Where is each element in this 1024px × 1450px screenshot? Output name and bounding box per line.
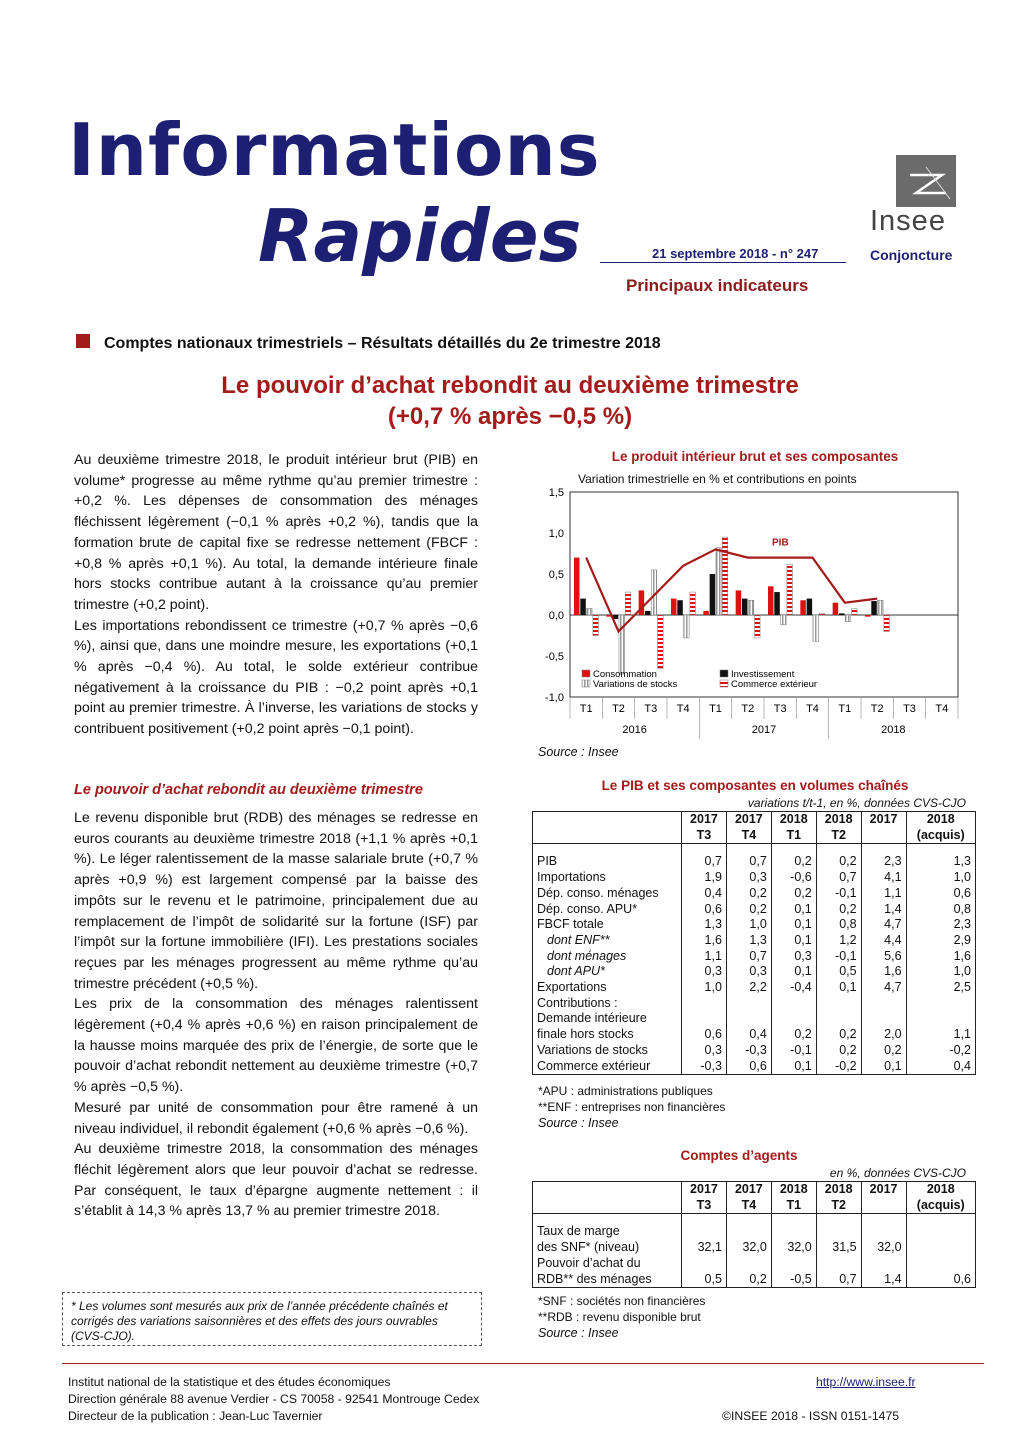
- x-tick-label: T1: [838, 703, 852, 715]
- insee-link[interactable]: http://www.insee.fr: [816, 1375, 916, 1389]
- row-label: FBCF totale: [537, 917, 604, 932]
- year-label: 2016: [622, 724, 647, 736]
- table1-note1: *APU : administrations publiques: [538, 1084, 713, 1098]
- table-row: [533, 933, 976, 949]
- table-cell: 0,1: [771, 917, 816, 933]
- chart-title: Le produit intérieur brut et ses composantes: [611, 449, 899, 464]
- table-cell: 0,8: [906, 902, 975, 918]
- paragraph: Les importations rebondissent ce trimestre (+0,7 % après −0,6 %), ainsi que, dans une moindre mesure, les exportations (+0,1 % après −0,4 %). Au total, le solde extérieur contribue négativement à la croissance du PIB : −0,2 point après +0,1 point au premier trimestre. À l’inverse, les variations de stocks y contribuent positivement (+0,2 point après −0,1 point).: [74, 617, 478, 738]
- table-cell: -0,2: [906, 1043, 975, 1059]
- bar-variations-de-stocks: [587, 608, 593, 615]
- table-row: [533, 917, 976, 933]
- table-row: [533, 1240, 976, 1256]
- table-cell: 0,1: [771, 933, 816, 949]
- table-cell: -0,3: [682, 1059, 727, 1075]
- table-cell: 0,2: [726, 886, 771, 902]
- table-cell: 0,3: [726, 964, 771, 980]
- table-row: [533, 1214, 976, 1240]
- row-label: RDB** des ménages: [537, 1271, 652, 1286]
- y-tick-label: -0,5: [545, 651, 564, 663]
- bar-investissement: [774, 592, 780, 615]
- row-label: dont APU*: [547, 964, 605, 979]
- table2-note1: *SNF : sociétés non financières: [538, 1294, 706, 1308]
- table-cell: 1,0: [726, 917, 771, 933]
- row-label: Demande intérieure: [537, 1011, 647, 1026]
- bar-variations-de-stocks: [781, 615, 787, 625]
- table1-note: variations t/t-1, en %, données CVS-CJO: [747, 796, 966, 810]
- brand-title-line2: Rapides: [258, 194, 582, 278]
- bar-consommation: [671, 599, 677, 615]
- table-cell: 1,6: [906, 949, 975, 965]
- y-tick-label: -1,0: [545, 692, 564, 704]
- table-cell: 0,6: [682, 1027, 727, 1043]
- paragraph: Au deuxième trimestre 2018, la consommation des ménages fléchit légèrement alors que leur pouvoir d’achat se redresse. Par conséquent, le taux d’épargne augmente nettement : il s’établit à 14,3 % après 13,7 % au premier trimestre 2018.: [74, 1141, 478, 1220]
- bar-commerce-ext-rieur: [819, 613, 825, 615]
- table-cell: 0,7: [726, 844, 771, 870]
- legend-label: Commerce extérieur: [731, 679, 818, 690]
- table-cell: -0,1: [816, 949, 861, 965]
- table-cell: 0,4: [906, 1059, 975, 1075]
- row-label: Importations: [537, 870, 606, 885]
- table-cell: 0,7: [816, 870, 861, 886]
- bar-investissement: [645, 611, 651, 615]
- table-cell: 1,1: [682, 949, 727, 965]
- paragraph: Le revenu disponible brut (RDB) des ménages se redresse en euros courants au deuxième trimestre 2018 (+1,1 % après +0,1 %). Le léger ralentissement de la masse salariale brute (+0,7 % après +0,9 %) est largement compensé par la baisse des impôts sur le revenu et le patrimoine, principalement due au remplacement de l’impôt de solidarité sur la fortune (ISF) par l’impôt sur la fortune immobilière (IFI). Les prestations sociales reçues par les ménages progressent au même rythme qu’au trimestre précédent (+0,5 %).: [74, 810, 478, 992]
- table-cell: [682, 996, 727, 1012]
- table-row: [533, 902, 976, 918]
- table-cell: 1,2: [816, 933, 861, 949]
- table-cell: 1,0: [906, 964, 975, 980]
- table-row: [533, 1272, 976, 1288]
- table-cell: 1,3: [682, 917, 727, 933]
- legend-label: Investissement: [731, 669, 795, 680]
- bar-investissement: [710, 574, 716, 615]
- table-cell: -0,1: [771, 1043, 816, 1059]
- x-tick-label: T3: [773, 703, 787, 715]
- y-tick-label: 1,0: [548, 528, 564, 540]
- brand-title-line1: Informations: [68, 108, 601, 192]
- table-cell: 1,3: [726, 933, 771, 949]
- x-tick-label: T1: [709, 703, 722, 715]
- table2-title: Comptes d’agents: [680, 1148, 798, 1163]
- table-cell: [906, 1214, 975, 1240]
- table-cell: 4,4: [861, 933, 906, 949]
- bar-variations-de-stocks: [748, 600, 754, 615]
- table-cell: 0,1: [861, 1059, 906, 1075]
- table-cell: 0,6: [906, 1272, 975, 1288]
- legend-swatch: [720, 680, 728, 687]
- footer-line: Directeur de la publication : Jean-Luc Tavernier: [68, 1409, 323, 1423]
- table-cell: 1,1: [861, 886, 906, 902]
- table-cell: -0,3: [726, 1043, 771, 1059]
- header-cell: 2017: [861, 1182, 906, 1214]
- x-tick-label: T1: [579, 703, 593, 715]
- y-tick-label: 0,5: [548, 569, 564, 581]
- body-block-1: [74, 450, 478, 740]
- row-label: dont ménages: [547, 948, 627, 963]
- table-cell: 2,5: [906, 980, 975, 996]
- table-cell: [771, 1011, 816, 1027]
- table-cell: 1,6: [682, 933, 727, 949]
- table-row: [533, 1027, 976, 1043]
- header-cell: 2017 T4: [726, 1182, 771, 1214]
- table-cell: 0,6: [906, 886, 975, 902]
- table2-note: en %, données CVS-CJO: [829, 1166, 966, 1180]
- bar-consommation: [865, 615, 871, 617]
- row-label: Exportations: [537, 980, 607, 995]
- row-label: Dép. conso. ménages: [537, 885, 659, 900]
- table1-note2: **ENF : entreprises non financières: [538, 1100, 726, 1114]
- header-cell: 2017 T4: [726, 812, 771, 844]
- bar-variations-de-stocks: [716, 548, 722, 615]
- table-cell: 0,3: [771, 949, 816, 965]
- table-cell: -0,1: [816, 886, 861, 902]
- y-tick-label: 1,5: [548, 487, 564, 499]
- table-cell: 0,1: [771, 964, 816, 980]
- header-cell: 2018 T2: [816, 1182, 861, 1214]
- legend-swatch: [720, 670, 728, 677]
- table-row: [533, 980, 976, 996]
- bar-consommation: [768, 586, 774, 615]
- headline-line1: Le pouvoir d’achat rebondit au deuxième trimestre: [221, 372, 799, 399]
- table-cell: 4,1: [861, 870, 906, 886]
- bar-investissement: [742, 599, 748, 615]
- table-cell: 0,5: [682, 1272, 727, 1288]
- year-label: 2017: [751, 724, 777, 736]
- row-label: Dép. conso. APU*: [537, 901, 638, 916]
- table-cell: 4,7: [861, 980, 906, 996]
- x-tick-label: T2: [870, 703, 884, 715]
- table-cell: 0,4: [726, 1027, 771, 1043]
- x-tick-label: T2: [741, 703, 755, 715]
- table-cell: 0,2: [816, 1043, 861, 1059]
- table-row: [533, 1059, 976, 1075]
- bar-commerce-ext-rieur: [658, 615, 664, 668]
- table-cell: 0,6: [726, 1059, 771, 1075]
- table-cell: [816, 1214, 861, 1240]
- table-cell: 32,0: [771, 1240, 816, 1256]
- row-label: PIB: [537, 854, 558, 869]
- table-cell: [771, 1214, 816, 1240]
- volume-footnote: * Les volumes sont mesurés aux prix de l’année précédente chaînés et corrigés des variations saisonnières et des effets des jours ouvrables (CVS-CJO).: [62, 1292, 482, 1346]
- table-cell: 0,8: [816, 917, 861, 933]
- table-cell: [906, 1011, 975, 1027]
- bar-variations-de-stocks: [684, 615, 690, 638]
- table-cell: -0,2: [816, 1059, 861, 1075]
- bar-investissement: [677, 600, 683, 615]
- table-cell: 1,0: [906, 870, 975, 886]
- table1-source: Source : Insee: [538, 1116, 619, 1130]
- bar-commerce-ext-rieur: [625, 592, 631, 615]
- table-row: [533, 1043, 976, 1059]
- body-block-2: [74, 808, 478, 1222]
- table-cell: [861, 1256, 906, 1272]
- table-cell: 0,2: [771, 1027, 816, 1043]
- table-cell: 0,6: [682, 902, 727, 918]
- table-cell: [682, 1256, 727, 1272]
- header-cell: 2017 T3: [682, 1182, 727, 1214]
- insee-logo-icon: [896, 155, 956, 207]
- table-row: [533, 1011, 976, 1027]
- x-tick-label: T4: [935, 703, 949, 715]
- table-cell: [682, 1011, 727, 1027]
- copyright: ©INSEE 2018 - ISSN 0151-1475: [722, 1409, 899, 1423]
- row-label: Pouvoir d’achat du: [537, 1255, 641, 1270]
- paragraph: Au deuxième trimestre 2018, le produit intérieur brut (PIB) en volume* progresse au même rythme qu’au premier trimestre : +0,2 %. Les dépenses de consommation des ménages fléchissent légèrement (−0,1 % après +0,2 %), tandis que la formation brute de capital fixe se redresse nettement (FBCF : +0,8 % après +0,1 %). Au total, la demande intérieure finale hors stocks contribue autant à la croissance qu’au premier trimestre (+0,2 point).: [74, 452, 478, 613]
- x-tick-label: T2: [612, 703, 625, 715]
- header-cell: 2018 T1: [771, 812, 816, 844]
- footer-line: Institut national de la statistique et des études économiques: [68, 1375, 391, 1389]
- bar-consommation: [703, 611, 709, 615]
- table-row: [533, 844, 976, 870]
- table-cell: [726, 1011, 771, 1027]
- table-cell: 2,2: [726, 980, 771, 996]
- x-tick-label: T3: [644, 703, 658, 715]
- bar-variations-de-stocks: [878, 600, 884, 615]
- table-cell: [771, 1256, 816, 1272]
- bar-variations-de-stocks: [813, 615, 819, 641]
- table-cell: 1,0: [682, 980, 727, 996]
- bar-variations-de-stocks: [619, 615, 625, 674]
- table-cell: 0,2: [816, 1027, 861, 1043]
- bar-investissement: [807, 599, 813, 615]
- bar-investissement: [839, 613, 845, 615]
- paragraph: Les prix de la consommation des ménages ralentissent légèrement (+0,4 % après +0,6 %) en raison principalement de la hausse moins marquée des prix de l’énergie, de sorte que le pouvoir d’achat rebondit nettement au deuxième trimestre (+0,7 % après −0,5 %).: [74, 996, 478, 1096]
- table-cell: -0,5: [771, 1272, 816, 1288]
- table-cell: [906, 996, 975, 1012]
- header-cell: 2017: [861, 812, 906, 844]
- pib-line: [586, 549, 877, 631]
- header-cell: 2018 (acquis): [906, 812, 975, 844]
- table-cell: 2,3: [906, 917, 975, 933]
- logo-name: Insee: [870, 205, 946, 237]
- issue-date: 21 septembre 2018 - n° 247: [652, 246, 819, 261]
- table-cell: -0,6: [771, 870, 816, 886]
- table-row: [533, 996, 976, 1012]
- table-cell: 1,4: [861, 902, 906, 918]
- table-row: [533, 949, 976, 965]
- legend-label: Consommation: [593, 669, 657, 680]
- bar-commerce-ext-rieur: [884, 615, 890, 631]
- table-cell: [682, 1214, 727, 1240]
- chart-subtitle: Variation trimestrielle en % et contributions en points: [578, 472, 857, 486]
- table-cell: 0,1: [771, 902, 816, 918]
- table-cell: 0,3: [682, 1043, 727, 1059]
- bar-consommation: [833, 603, 839, 615]
- table-cell: [861, 1214, 906, 1240]
- table2-source: Source : Insee: [538, 1326, 619, 1340]
- rubric-square-icon: [76, 334, 90, 348]
- chart-source: Source : Insee: [538, 745, 619, 759]
- table1: [532, 811, 976, 1075]
- paragraph: Mesuré par unité de consommation pour être ramené à un niveau individuel, il rebondit également (+0,6 % après −0,6 %).: [74, 1099, 478, 1137]
- table-cell: 31,5: [816, 1240, 861, 1256]
- table-cell: 32,0: [726, 1240, 771, 1256]
- table-cell: 0,7: [682, 844, 727, 870]
- table-cell: 2,3: [861, 844, 906, 870]
- table-cell: 0,2: [726, 902, 771, 918]
- bar-commerce-ext-rieur: [690, 592, 696, 615]
- subheading: Le pouvoir d’achat rebondit au deuxième trimestre: [74, 782, 423, 798]
- table-cell: [816, 1256, 861, 1272]
- legend-label: Variations de stocks: [593, 679, 678, 690]
- table-cell: 2,9: [906, 933, 975, 949]
- bar-commerce-ext-rieur: [593, 615, 599, 636]
- table-cell: [726, 1256, 771, 1272]
- table2-note2: **RDB : revenu disponible brut: [538, 1310, 701, 1324]
- footer-line: Direction générale 88 avenue Verdier - CS 70058 - 92541 Montrouge Cedex: [68, 1392, 480, 1406]
- header-cell: 2018 (acquis): [906, 1182, 975, 1214]
- row-label: Taux de marge: [537, 1224, 620, 1239]
- footer-rule: [62, 1363, 984, 1364]
- table-cell: 0,2: [816, 844, 861, 870]
- rubric-title: Comptes nationaux trimestriels – Résultats détaillés du 2e trimestre 2018: [104, 335, 661, 352]
- table-cell: 0,3: [682, 964, 727, 980]
- bar-investissement: [580, 599, 586, 615]
- bar-commerce-ext-rieur: [787, 564, 793, 615]
- row-label: Variations de stocks: [537, 1042, 648, 1057]
- year-label: 2018: [881, 724, 906, 736]
- table-cell: -0,4: [771, 980, 816, 996]
- table-cell: 1,3: [906, 844, 975, 870]
- table-cell: 0,2: [726, 1272, 771, 1288]
- table-cell: 1,6: [861, 964, 906, 980]
- table-cell: 0,2: [771, 886, 816, 902]
- table-row: [533, 1256, 976, 1272]
- legend-swatch: [582, 680, 590, 687]
- bar-consommation: [574, 558, 580, 615]
- bar-investissement: [871, 601, 877, 615]
- x-tick-label: T4: [676, 703, 690, 715]
- table-cell: 0,2: [816, 902, 861, 918]
- header-cell: [533, 1182, 682, 1214]
- table-row: [533, 886, 976, 902]
- table-cell: 0,3: [726, 870, 771, 886]
- header-cell: 2017 T3: [682, 812, 727, 844]
- x-tick-label: T3: [903, 703, 916, 715]
- table-cell: 0,1: [771, 1059, 816, 1075]
- table-cell: [726, 1214, 771, 1240]
- table-cell: [726, 996, 771, 1012]
- bar-commerce-ext-rieur: [852, 608, 858, 615]
- table-cell: 4,7: [861, 917, 906, 933]
- table-cell: [906, 1240, 975, 1256]
- table-row: [533, 870, 976, 886]
- table-cell: 32,0: [861, 1240, 906, 1256]
- table-cell: [861, 996, 906, 1012]
- table-cell: 2,0: [861, 1027, 906, 1043]
- table-header-row: [533, 812, 976, 844]
- table-cell: [816, 996, 861, 1012]
- header-cell: [533, 812, 682, 844]
- table-cell: 1,9: [682, 870, 727, 886]
- row-label: Commerce extérieur: [537, 1058, 651, 1073]
- pib-line-label: PIB: [772, 537, 789, 549]
- row-label: finale hors stocks: [537, 1027, 634, 1042]
- table-cell: 32,1: [682, 1240, 727, 1256]
- masthead-rule: [600, 262, 846, 263]
- y-tick-label: 0,0: [548, 610, 564, 622]
- bar-variations-de-stocks: [845, 615, 851, 622]
- header-cell: 2018 T1: [771, 1182, 816, 1214]
- table-cell: [771, 996, 816, 1012]
- headline-line2: (+0,7 % après −0,5 %): [387, 403, 633, 430]
- bar-commerce-ext-rieur: [755, 615, 761, 638]
- bar-consommation: [800, 600, 806, 615]
- table-row: [533, 964, 976, 980]
- footer-info: [68, 1374, 479, 1425]
- table-cell: 1,1: [906, 1027, 975, 1043]
- table1-title: Le PIB et ses composantes en volumes chaînés: [601, 778, 909, 793]
- table-cell: 0,5: [816, 964, 861, 980]
- table-cell: 0,7: [726, 949, 771, 965]
- table-cell: 1,4: [861, 1272, 906, 1288]
- table-cell: 5,6: [861, 949, 906, 965]
- row-label: Contributions :: [537, 995, 618, 1010]
- row-label: des SNF* (niveau): [537, 1240, 640, 1255]
- pib-chart: [530, 482, 970, 744]
- x-tick-label: T4: [806, 703, 819, 715]
- bar-commerce-ext-rieur: [722, 537, 728, 615]
- table-cell: [816, 1011, 861, 1027]
- table-header-row: [533, 1182, 976, 1214]
- table-cell: [861, 1011, 906, 1027]
- table-cell: 0,2: [771, 844, 816, 870]
- table-cell: 0,1: [816, 980, 861, 996]
- row-label: dont ENF**: [547, 932, 610, 947]
- table-cell: [906, 1256, 975, 1272]
- section-label: Principaux indicateurs: [626, 276, 809, 295]
- table-cell: 0,2: [861, 1043, 906, 1059]
- legend-swatch: [582, 670, 590, 677]
- table-cell: 0,4: [682, 886, 727, 902]
- table2: [532, 1181, 976, 1288]
- table-cell: 0,7: [816, 1272, 861, 1288]
- bar-consommation: [736, 590, 742, 615]
- logo-subtitle: Conjoncture: [870, 247, 953, 263]
- header-cell: 2018 T2: [816, 812, 861, 844]
